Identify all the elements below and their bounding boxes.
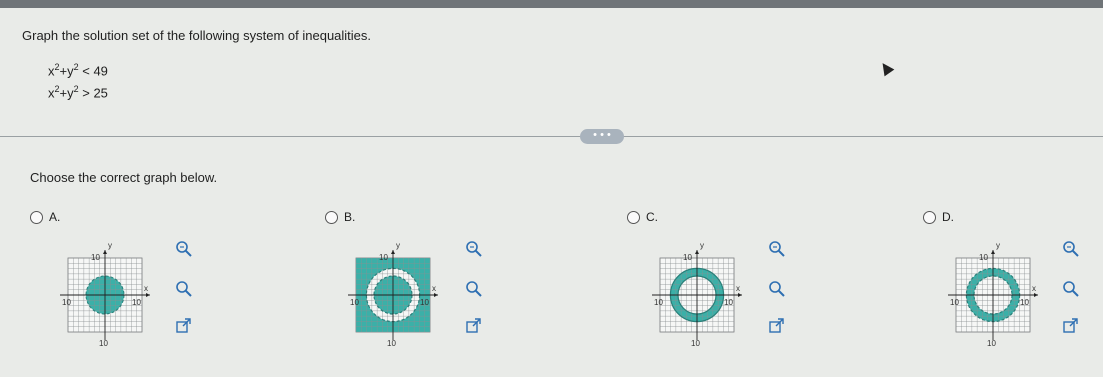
zoom-out-icon[interactable] bbox=[1062, 280, 1080, 298]
prompt-text: Choose the correct graph below. bbox=[30, 170, 218, 185]
x-axis-label: x bbox=[1032, 284, 1036, 293]
tick-top: 10 bbox=[91, 253, 100, 262]
radio-b[interactable] bbox=[325, 211, 338, 224]
y-axis-label: y bbox=[700, 241, 704, 250]
tick-left: 10 bbox=[350, 298, 359, 307]
external-link-icon[interactable] bbox=[175, 317, 193, 335]
graph-c bbox=[652, 241, 742, 348]
tick-right: 10 bbox=[724, 298, 733, 307]
radio-d[interactable] bbox=[923, 211, 936, 224]
graph-b bbox=[348, 241, 438, 348]
tick-right: 10 bbox=[1020, 298, 1029, 307]
tick-bottom: 10 bbox=[99, 339, 108, 348]
y-axis-label: y bbox=[396, 241, 400, 250]
zoom-in-icon[interactable] bbox=[1062, 240, 1080, 258]
tick-top: 10 bbox=[379, 253, 388, 262]
external-link-icon[interactable] bbox=[768, 317, 786, 335]
tick-top: 10 bbox=[683, 253, 692, 262]
more-button[interactable]: • • • bbox=[580, 129, 624, 144]
graph-a bbox=[60, 241, 150, 348]
inequality-1: $x^2+y^2 < 49$ bbox=[48, 62, 108, 79]
tick-bottom: 10 bbox=[691, 339, 700, 348]
graph-d bbox=[948, 241, 1038, 348]
x-axis-label: x bbox=[736, 284, 740, 293]
option-a[interactable] bbox=[30, 210, 60, 224]
tick-right: 10 bbox=[420, 298, 429, 307]
option-b[interactable] bbox=[325, 210, 355, 224]
x-axis-label: x bbox=[144, 284, 148, 293]
question-text: Graph the solution set of the following system of inequalities. bbox=[22, 28, 372, 43]
option-d[interactable] bbox=[923, 210, 954, 224]
mouse-cursor-icon bbox=[878, 60, 895, 77]
y-axis-label: y bbox=[996, 241, 1000, 250]
zoom-in-icon[interactable] bbox=[465, 240, 483, 258]
radio-a[interactable] bbox=[30, 211, 43, 224]
tick-left: 10 bbox=[950, 298, 959, 307]
option-b-label: B. bbox=[344, 210, 356, 224]
option-c-label: C. bbox=[646, 210, 658, 224]
zoom-in-icon[interactable] bbox=[175, 240, 193, 258]
divider bbox=[0, 136, 1103, 137]
zoom-out-icon[interactable] bbox=[465, 280, 483, 298]
zoom-out-icon[interactable] bbox=[175, 280, 193, 298]
zoom-out-icon[interactable] bbox=[768, 280, 786, 298]
tick-top: 10 bbox=[979, 253, 988, 262]
external-link-icon[interactable] bbox=[1062, 317, 1080, 335]
zoom-in-icon[interactable] bbox=[768, 240, 786, 258]
option-a-label: A. bbox=[49, 210, 61, 224]
radio-c[interactable] bbox=[627, 211, 640, 224]
option-d-label: D. bbox=[942, 210, 954, 224]
tick-bottom: 10 bbox=[987, 339, 996, 348]
tick-left: 10 bbox=[654, 298, 663, 307]
x-axis-label: x bbox=[432, 284, 436, 293]
tick-left: 10 bbox=[62, 298, 71, 307]
option-c[interactable] bbox=[627, 210, 658, 224]
tick-right: 10 bbox=[132, 298, 141, 307]
external-link-icon[interactable] bbox=[465, 317, 483, 335]
y-axis-label: y bbox=[108, 241, 112, 250]
top-bar bbox=[0, 0, 1103, 8]
tick-bottom: 10 bbox=[387, 339, 396, 348]
inequality-2: $x^2+y^2 > 25$ bbox=[48, 84, 108, 101]
